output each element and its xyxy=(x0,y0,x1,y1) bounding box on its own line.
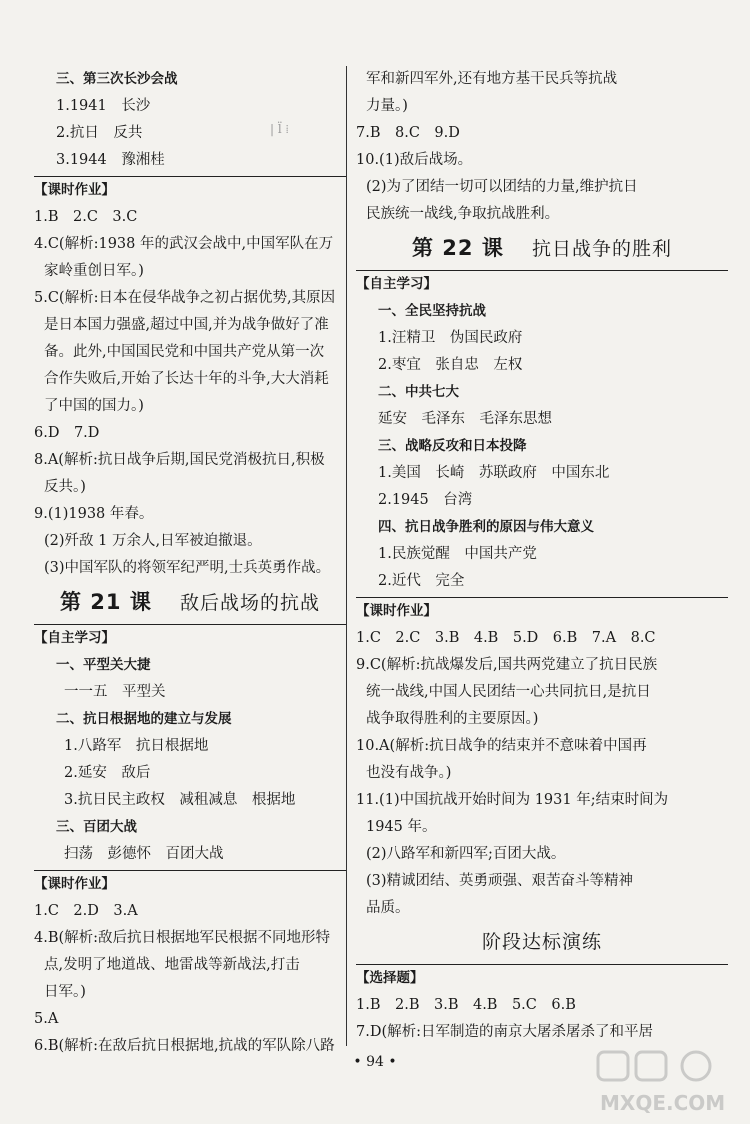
section-title-stage-practice xyxy=(356,922,728,962)
answer-line: 1.汪精卫 伪国民政府 xyxy=(378,330,523,346)
answer-line: 1.八路军 抗日根据地 xyxy=(64,738,209,754)
answer-line: 点,发明了地道战、地雷战等新战法,打击 xyxy=(44,957,300,973)
left-column xyxy=(34,66,346,1060)
lesson-21-title xyxy=(34,582,346,622)
section-title: 阶段达标演练 xyxy=(481,931,602,953)
answer-line: 4.B(解析:敌后抗日根据地军民根据不同地形特 xyxy=(34,930,331,946)
answer-line: 军和新四军外,还有地方基干民兵等抗战 xyxy=(366,71,618,87)
answer-line: 战争取得胜利的主要原因。) xyxy=(366,711,539,727)
answer-line: 统一战线,中国人民团结一心共同抗日,是抗日 xyxy=(366,684,651,700)
answer-line: 1.C 2.D 3.A xyxy=(34,903,138,919)
lesson-number: 第 22 课 xyxy=(411,236,504,260)
lesson-number: 第 21 课 xyxy=(59,590,152,614)
answer-line: 8.A(解析:抗日战争后期,国民党消极抗日,积极 xyxy=(34,452,325,468)
answer-line: 1.美国 长崎 苏联政府 中国东北 xyxy=(378,465,610,481)
answer-line: 3.抗日民主政权 减租减息 根据地 xyxy=(64,792,296,808)
answer-line: (2)为了团结一切可以团结的力量,维护抗日 xyxy=(366,179,638,195)
subheading: 三、百团大战 xyxy=(56,819,137,835)
answer-line: 1945 年。 xyxy=(366,819,437,835)
answer-line: 扫荡 彭德怀 百团大战 xyxy=(64,846,224,862)
subheading: 三、战略反攻和日本投降 xyxy=(378,438,527,454)
tag-homework: 【课时作业】 xyxy=(356,603,437,619)
answer-line: (2)歼敌 1 万余人,日军被迫撤退。 xyxy=(44,533,262,549)
tag-homework: 【课时作业】 xyxy=(34,182,115,198)
answer-line: (2)八路军和新四军;百团大战。 xyxy=(366,846,566,862)
answer-line: 11.(1)中国抗战开始时间为 1931 年;结束时间为 xyxy=(356,792,669,808)
watermark-text: MXQE.COM xyxy=(600,1091,726,1115)
subheading: 一、平型关大捷 xyxy=(56,657,151,673)
tag-self-study: 【自主学习】 xyxy=(356,276,437,292)
answer-line: 2.近代 完全 xyxy=(378,573,465,589)
subheading: 二、中共七大 xyxy=(378,384,459,400)
tag-choice: 【选择题】 xyxy=(356,970,424,986)
subheading: 四、抗日战争胜利的原因与伟大意义 xyxy=(378,519,594,535)
answer-line: 是日本国力强盛,超过中国,并为战争做好了准 xyxy=(44,317,329,333)
answer-line: 1.B 2.C 3.C xyxy=(34,209,138,225)
answer-line: (3)中国军队的将领军纪严明,士兵英勇作战。 xyxy=(44,560,331,576)
answer-line: 反共。) xyxy=(44,479,86,495)
answer-line: 也没有战争。) xyxy=(366,765,452,781)
answer-line: 10.A(解析:抗日战争的结束并不意味着中国再 xyxy=(356,738,647,754)
tag-self-study: 【自主学习】 xyxy=(34,630,115,646)
answer-line: 2.抗日 反共 xyxy=(56,125,143,141)
answer-line: 2.1945 台湾 xyxy=(378,492,473,508)
answer-line: 品质。 xyxy=(366,900,410,916)
answer-line: 9.C(解析:抗战爆发后,国共两党建立了抗日民族 xyxy=(356,657,658,673)
answer-line: 力量。) xyxy=(366,98,408,114)
answer-line: 民族统一战线,争取抗战胜利。 xyxy=(366,206,560,222)
heading-third-changsha: 三、第三次长沙会战 xyxy=(56,71,178,87)
answer-line: 家岭重创日军。) xyxy=(44,263,144,279)
lesson-name: 敌后战场的抗战 xyxy=(180,592,321,614)
tag-homework: 【课时作业】 xyxy=(34,876,115,892)
answer-line: 1.C 2.C 3.B 4.B 5.D 6.B 7.A 8.C xyxy=(356,630,656,646)
answer-line: 2.延安 敌后 xyxy=(64,765,151,781)
answer-line: 备。此外,中国国民党和中国共产党从第一次 xyxy=(44,344,325,360)
scan-smudge: | l̈ ⁞ xyxy=(270,122,289,136)
answer-line: 2.枣宜 张自忠 左权 xyxy=(378,357,523,373)
answer-line: (3)精诚团结、英勇顽强、艰苦奋斗等精神 xyxy=(366,873,634,889)
answer-line: 一一五 平型关 xyxy=(64,684,166,700)
answer-line: 5.C(解析:日本在侵华战争之初占据优势,其原因 xyxy=(34,290,336,306)
page-number: • 94 • xyxy=(353,1054,397,1070)
answer-line: 10.(1)敌后战场。 xyxy=(356,152,473,168)
answer-line: 1.B 2.B 3.B 4.B 5.C 6.B xyxy=(356,997,576,1013)
answer-line: 4.C(解析:1938 年的武汉会战中,中国军队在万 xyxy=(34,236,334,252)
right-column xyxy=(356,66,728,1046)
watermark-logo xyxy=(590,1048,740,1118)
column-divider xyxy=(346,66,347,1046)
answer-line: 日军。) xyxy=(44,984,86,1000)
lesson-name: 抗日战争的胜利 xyxy=(532,238,673,260)
answer-line: 5.A xyxy=(34,1011,59,1027)
answer-line: 1.民族觉醒 中国共产党 xyxy=(378,546,537,562)
answer-line: 3.1944 豫湘桂 xyxy=(56,152,165,168)
answer-line: 延安 毛泽东 毛泽东思想 xyxy=(378,411,552,427)
subheading: 二、抗日根据地的建立与发展 xyxy=(56,711,232,727)
answer-line: 合作失败后,开始了长达十年的斗争,大大消耗 xyxy=(44,371,329,387)
answer-line: 7.B 8.C 9.D xyxy=(356,125,460,141)
answer-line: 9.(1)1938 年春。 xyxy=(34,506,154,522)
answer-line: 1.1941 长沙 xyxy=(56,98,151,114)
answer-line: 6.D 7.D xyxy=(34,425,100,441)
lesson-22-title xyxy=(356,228,728,268)
answer-line: 了中国的国力。) xyxy=(44,398,144,414)
answer-line: 6.B(解析:在敌后抗日根据地,抗战的军队除八路 xyxy=(34,1038,335,1054)
answer-line: 7.D(解析:日军制造的南京大屠杀屠杀了和平居 xyxy=(356,1024,654,1040)
subheading: 一、全民坚持抗战 xyxy=(378,303,486,319)
